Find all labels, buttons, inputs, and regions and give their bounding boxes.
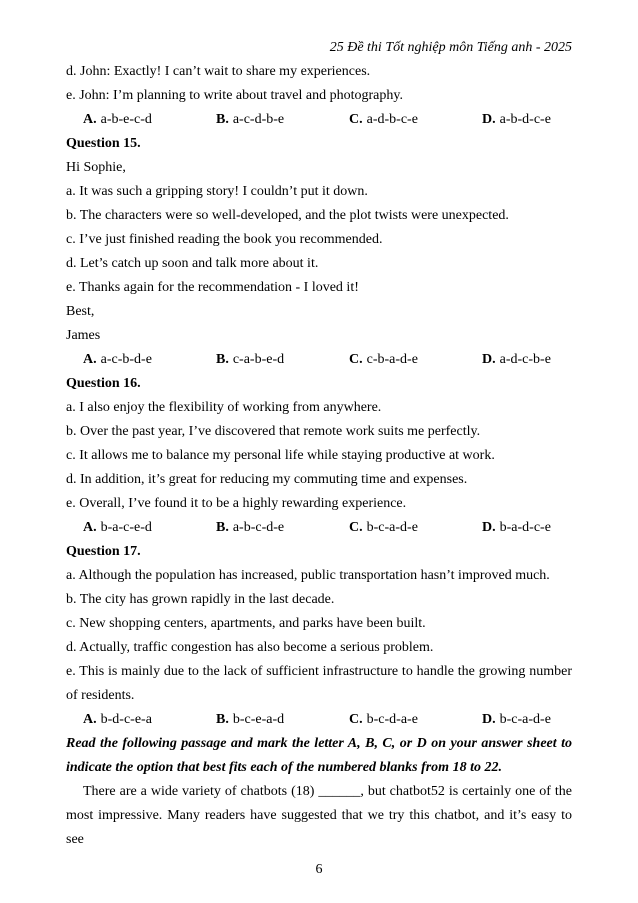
page-header-title: 25 Đề thi Tốt nghiệp môn Tiếng anh - 2025 [329, 40, 572, 55]
option-letter: C. [349, 352, 363, 367]
option-value: a-b-c-d-e [232, 520, 285, 535]
option-c [349, 108, 482, 132]
option-b [216, 108, 349, 132]
dialogue-line-d: d. John: Exactly! I can’t wait to share my experiences. [66, 64, 371, 79]
option-a [83, 108, 216, 132]
option-letter: B. [216, 712, 229, 727]
option-c [349, 516, 482, 540]
option-d [482, 348, 551, 372]
q17-sentence-d: d. Actually, traffic congestion has also become a serious problem. [66, 640, 434, 655]
q17-sentence-b: b. The city has grown rapidly in the last decade. [66, 592, 335, 607]
option-d [482, 708, 551, 732]
answer-options-row [66, 108, 572, 132]
option-value: a-c-b-d-e [100, 352, 152, 367]
option-letter: B. [216, 520, 229, 535]
option-letter: D. [482, 352, 496, 367]
option-value: b-a-c-e-d [100, 520, 152, 535]
option-value: a-d-b-c-e [366, 112, 418, 127]
q16-sentence-b: b. Over the past year, I’ve discovered that remote work suits me perfectly. [66, 424, 481, 439]
option-value: a-c-d-b-e [232, 112, 285, 127]
question-17-heading: Question 17. [66, 544, 141, 559]
option-a [83, 516, 216, 540]
option-value: a-b-d-c-e [499, 112, 551, 127]
question-16-heading: Question 16. [66, 376, 141, 391]
option-letter: C. [349, 520, 363, 535]
option-value: b-c-a-d-e [366, 520, 418, 535]
option-letter: A. [83, 352, 97, 367]
option-letter: A. [83, 112, 97, 127]
option-value: c-a-b-e-d [232, 352, 285, 367]
q17-answer-options-row [66, 708, 572, 732]
option-b [216, 516, 349, 540]
q15-signature: James [66, 328, 101, 343]
option-letter: C. [349, 112, 363, 127]
q17-sentence-e: e. This is mainly due to the lack of sufficient infrastructure to handle the growing number of residents. [66, 664, 572, 703]
option-b [216, 708, 349, 732]
q15-answer-options-row [66, 348, 572, 372]
q15-sentence-a: a. It was such a gripping story! I couldn’t put it down. [66, 184, 368, 199]
page-footer [66, 858, 572, 882]
q15-sentence-c: c. I’ve just finished reading the book you recommended. [66, 232, 383, 247]
option-letter: A. [83, 712, 97, 727]
option-value: a-d-c-b-e [499, 352, 551, 367]
q16-sentence-a: a. I also enjoy the flexibility of working from anywhere. [66, 400, 382, 415]
q16-answer-options-row [66, 516, 572, 540]
option-letter: B. [216, 112, 229, 127]
q16-sentence-d: d. In addition, it’s great for reducing my commuting time and expenses. [66, 472, 468, 487]
option-letter: D. [482, 712, 496, 727]
option-b [216, 348, 349, 372]
option-value: b-c-d-a-e [366, 712, 418, 727]
option-value: a-b-e-c-d [100, 112, 152, 127]
q16-sentence-e: e. Overall, I’ve found it to be a highly rewarding experience. [66, 496, 407, 511]
option-value: b-a-d-c-e [499, 520, 551, 535]
option-a [83, 708, 216, 732]
option-letter: D. [482, 520, 496, 535]
option-value: c-b-a-d-e [366, 352, 418, 367]
page-number: 6 [315, 862, 323, 877]
q15-sentence-e: e. Thanks again for the recommendation - I loved it! [66, 280, 359, 295]
option-letter: A. [83, 520, 97, 535]
q17-sentence-c: c. New shopping centers, apartments, and parks have been built. [66, 616, 426, 631]
option-value: b-c-a-d-e [499, 712, 551, 727]
option-value: b-c-e-a-d [232, 712, 285, 727]
option-a [83, 348, 216, 372]
option-c [349, 708, 482, 732]
option-d [482, 516, 551, 540]
option-value: b-d-c-e-a [100, 712, 152, 727]
question-15-heading: Question 15. [66, 136, 141, 151]
dialogue-line-e: e. John: I’m planning to write about travel and photography. [66, 88, 403, 103]
option-c [349, 348, 482, 372]
passage-paragraph: There are a wide variety of chatbots (18) ______, but chatbot52 is certainly one of the most impressive. Many readers have suggested that we try this chatbot, and it’s easy to see [66, 784, 572, 847]
q15-salutation: Hi Sophie, [66, 160, 126, 175]
option-letter: D. [482, 112, 496, 127]
option-d [482, 108, 551, 132]
q16-sentence-c: c. It allows me to balance my personal life while staying productive at work. [66, 448, 495, 463]
q15-sentence-b: b. The characters were so well-developed, and the plot twists were unexpected. [66, 208, 509, 223]
q15-closing: Best, [66, 304, 95, 319]
reading-instruction: Read the following passage and mark the letter A, B, C, or D on your answer sheet to indicate the option that best fits each of the numbered blanks from 18 to 22. [66, 736, 572, 775]
option-letter: C. [349, 712, 363, 727]
q17-sentence-a: a. Although the population has increased, public transportation hasn’t improved much. [66, 568, 550, 583]
option-letter: B. [216, 352, 229, 367]
q15-sentence-d: d. Let’s catch up soon and talk more about it. [66, 256, 319, 271]
